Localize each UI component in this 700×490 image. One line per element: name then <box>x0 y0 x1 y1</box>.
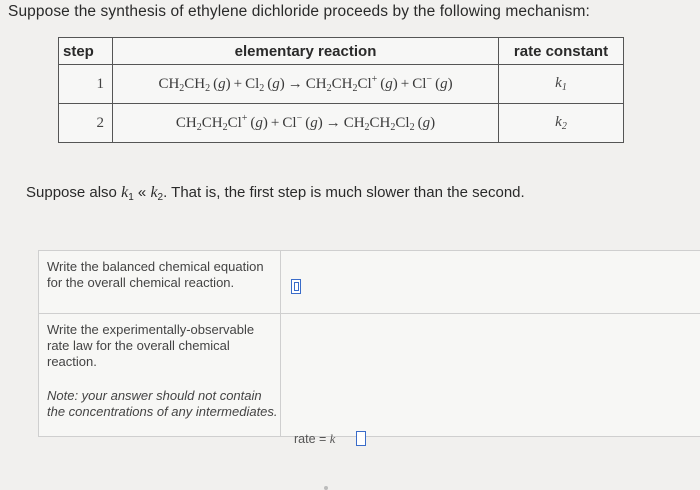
table-row <box>59 104 624 143</box>
header-reaction: elementary reaction <box>113 38 499 65</box>
intro-text: Suppose the synthesis of ethylene dichloride proceeds by the following mechanism: <box>8 3 590 20</box>
equation-answer-cursor-icon <box>294 282 299 291</box>
question-panel <box>38 250 700 446</box>
question-equation-label: Write the balanced chemical equation for the overall chemical reaction. <box>39 251 281 313</box>
header-step: step <box>59 38 113 65</box>
step-number: 1 <box>59 65 113 104</box>
step-number: 2 <box>59 104 113 143</box>
table-row <box>59 65 624 104</box>
small-dot-icon <box>324 486 328 490</box>
assumption-text: Suppose also $k_1$ « $k_2$. That is, the first step is much slower than the second. <box>26 184 525 203</box>
rate-constant-2: $k_2$ <box>499 104 624 143</box>
table-header-row <box>59 38 624 65</box>
question-row-equation <box>39 251 700 314</box>
reaction-equation-2: $CH_2CH_2Cl^+$ (g) + Cl− $(g) \to CH_2CH_2Cl_2$ (g) <box>113 104 499 143</box>
reaction-equation-1: $CH_2CH_2$ $(g) + Cl_2$ $(g) \to CH_2CH_2Cl^+$ (g) + Cl− (g) <box>113 65 499 104</box>
rate-law-answer-box[interactable] <box>356 431 366 446</box>
header-rate-constant: rate constant <box>499 38 624 65</box>
rate-law-expression: rate = k <box>294 432 336 446</box>
question-row-rate-law <box>39 314 700 446</box>
rate-question-note: Note: your answer should not contain the concentrations of any intermediates. <box>47 388 278 419</box>
rate-constant-1: $k_1$ <box>499 65 624 104</box>
rate-question-text: Write the experimentally-observable rate law for the overall chemical reaction. <box>47 322 255 369</box>
question-rate-label <box>39 314 281 436</box>
mechanism-table <box>58 37 624 143</box>
